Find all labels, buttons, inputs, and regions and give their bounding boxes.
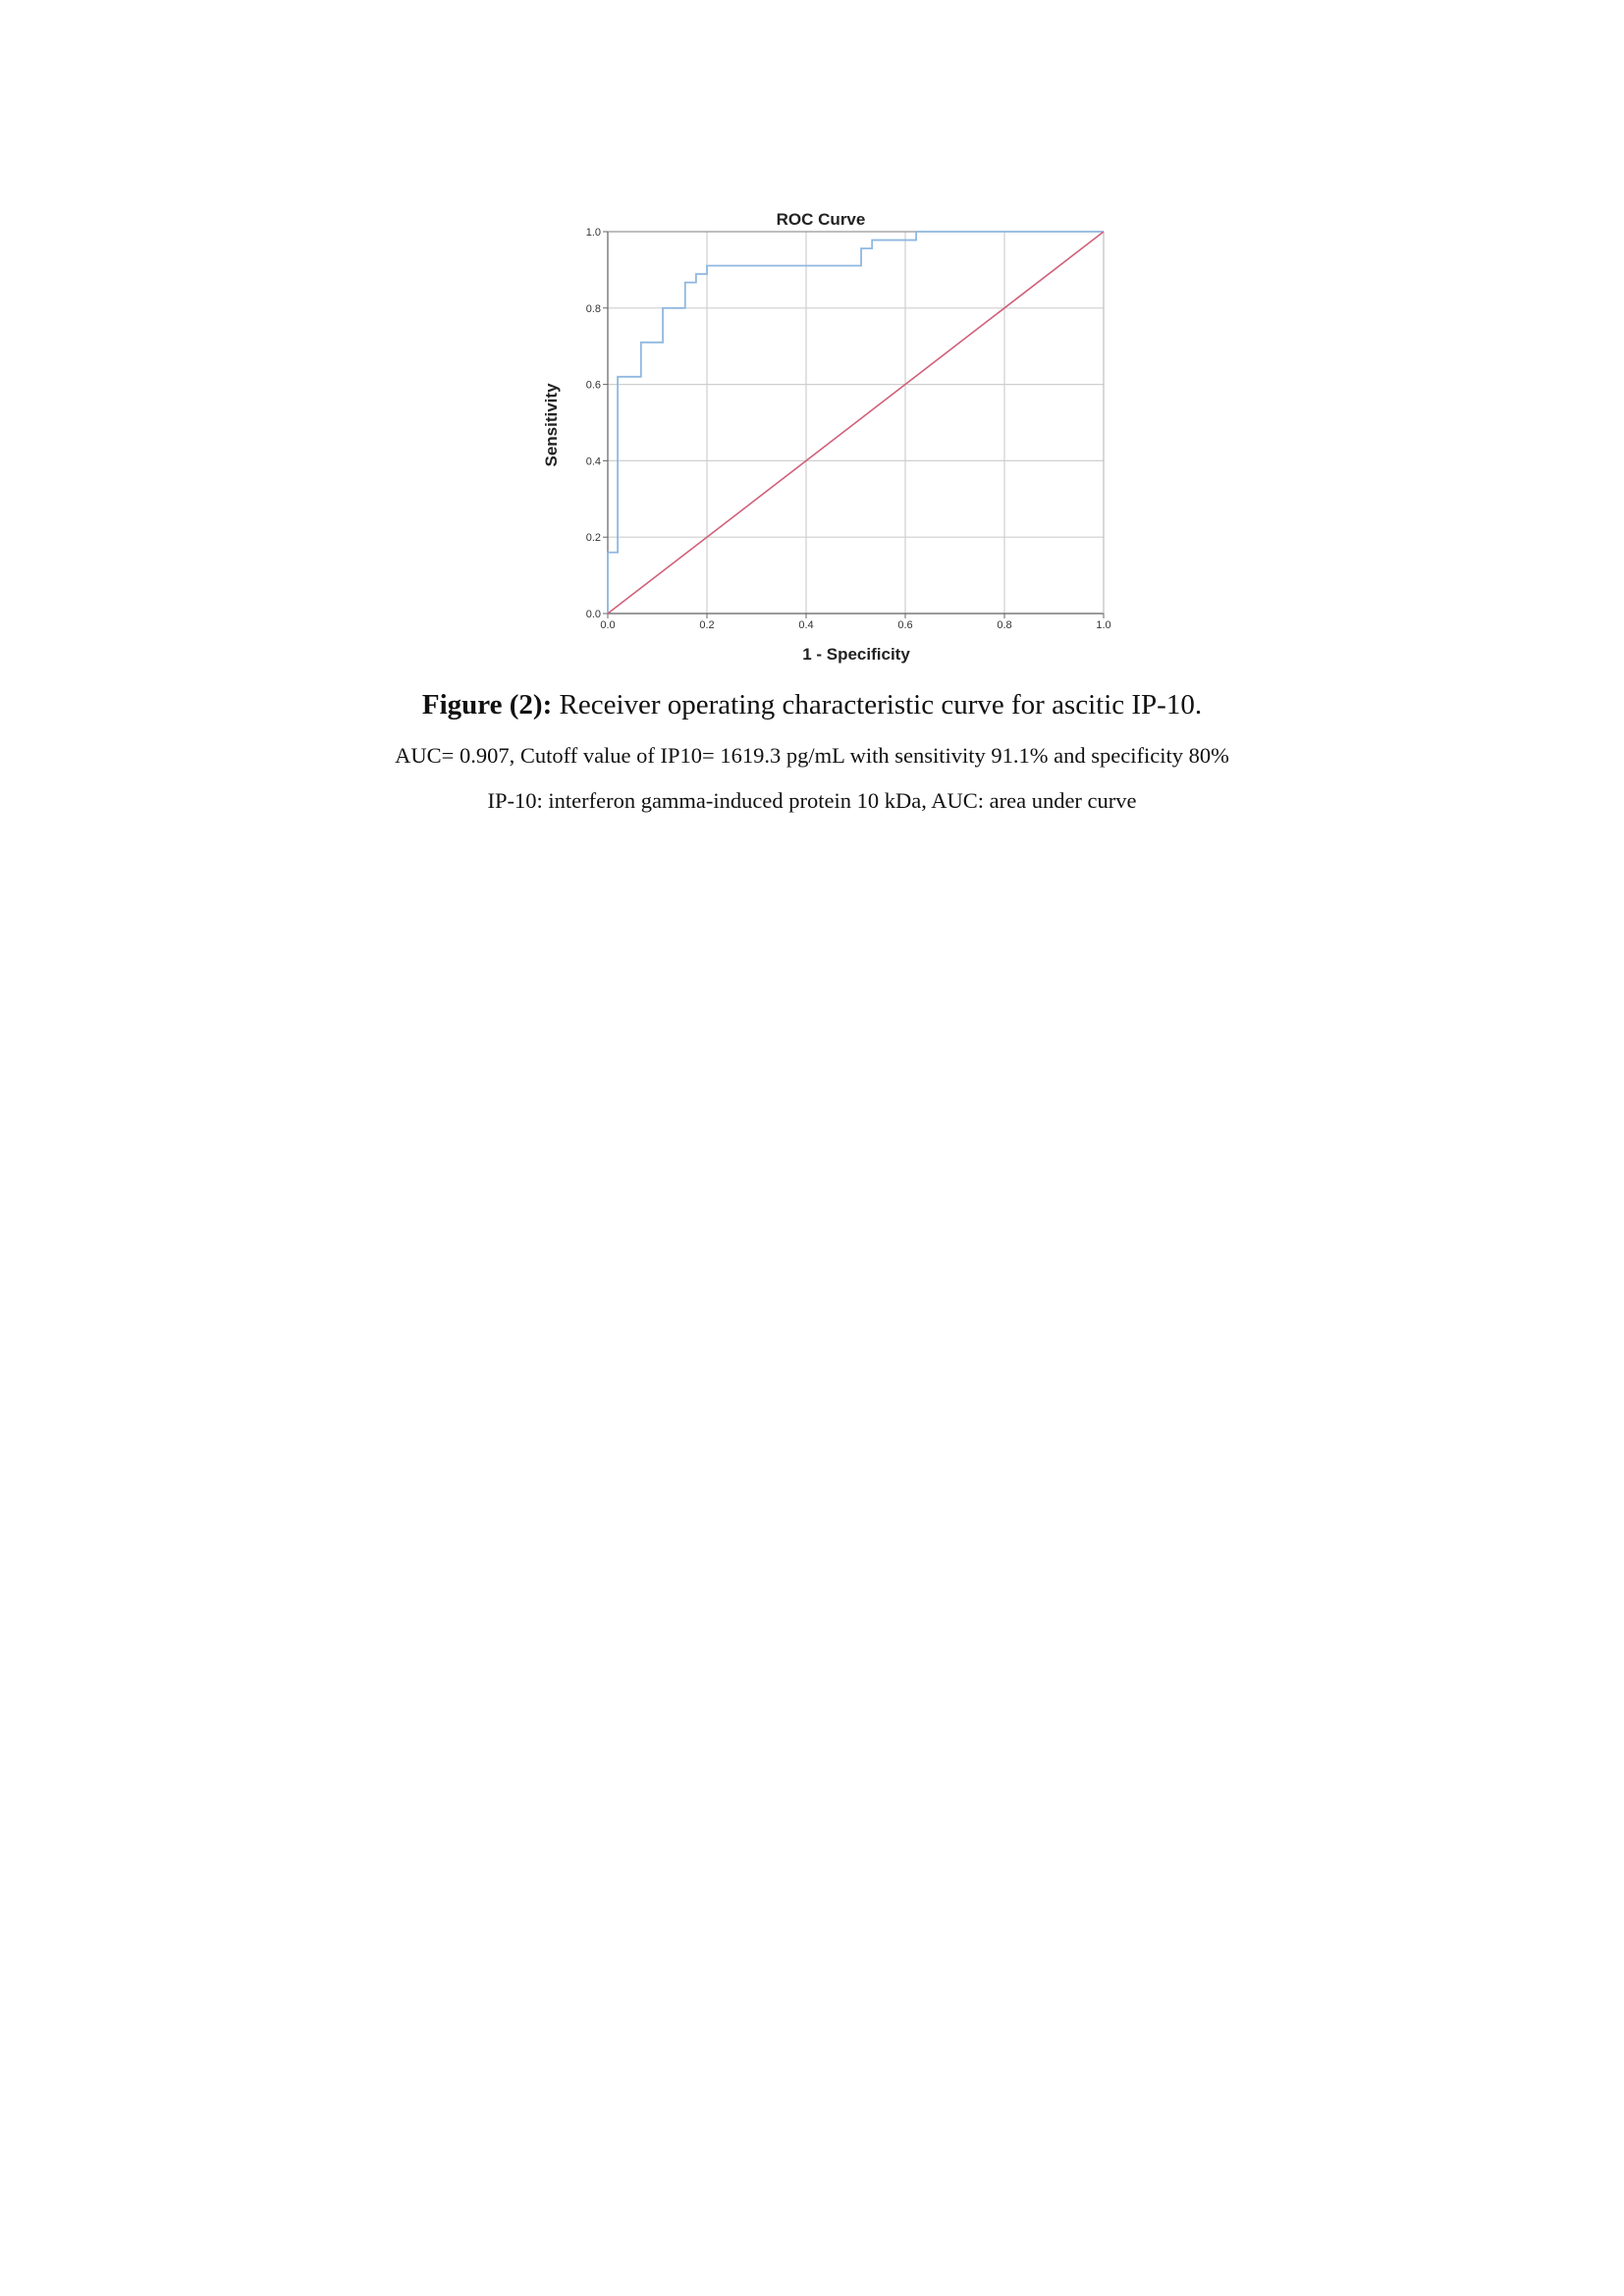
abbreviations-note: IP-10: interferon gamma-induced protein 10 kDa, AUC: area under curve [487, 788, 1137, 813]
x-tick-labels [600, 619, 1110, 631]
x-tick-label: 0.8 [997, 619, 1012, 631]
y-axis-title: Sensitivity [542, 383, 561, 467]
x-tick-label: 0.6 [897, 619, 913, 631]
y-tick-label: 0.8 [585, 302, 601, 315]
y-tick-label: 0.6 [585, 379, 601, 392]
y-tick-label: 0.0 [585, 609, 601, 620]
reference-diagonal-line [608, 232, 1104, 614]
x-tick-label: 1.0 [1096, 619, 1111, 631]
y-tick-label: 1.0 [585, 227, 601, 239]
roc-chart [520, 196, 1129, 677]
y-tick-label: 0.2 [585, 532, 601, 545]
figure-caption-text: Receiver operating characteristic curve for ascitic IP-10. [552, 689, 1203, 721]
figure-caption [0, 689, 1624, 721]
x-tick-label: 0.4 [798, 619, 814, 631]
auc-note: AUC= 0.907, Cutoff value of IP10= 1619.3 pg/mL with sensitivity 91.1% and specificity 80% [395, 743, 1229, 768]
y-tick-label: 0.4 [585, 455, 601, 468]
x-tick-label: 0.2 [699, 619, 715, 631]
series-lines [608, 232, 1104, 614]
chart-title: ROC Curve [776, 210, 866, 229]
y-tick-labels [586, 227, 601, 620]
x-tick-label: 0.0 [600, 619, 616, 631]
figure-label: Figure (2): [421, 689, 553, 721]
x-axis-title: 1 - Specificity [802, 645, 910, 664]
